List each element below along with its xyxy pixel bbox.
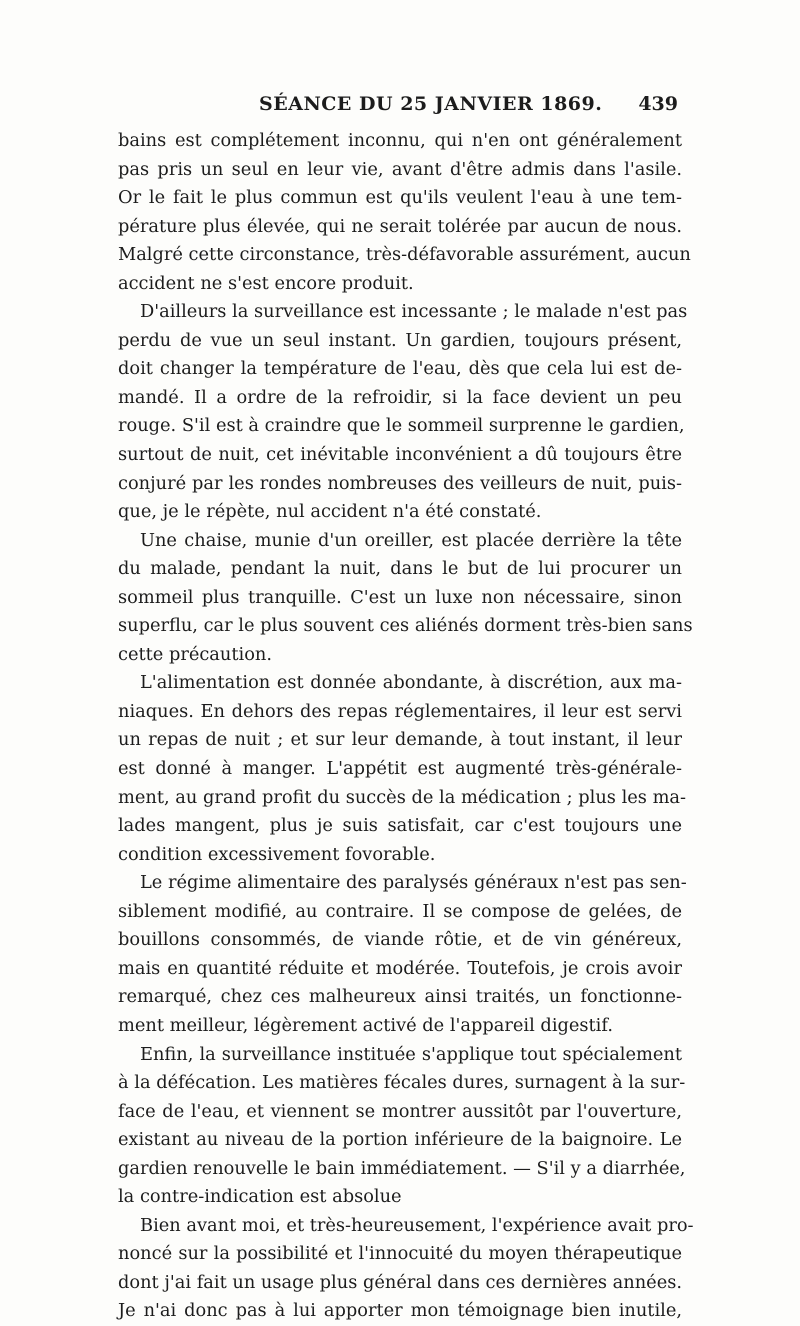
text-line: dont j'ai fait un usage plus général dans ces dernières années. (118, 1271, 682, 1293)
text-line: ment meilleur, légèrement activé de l'appareil digestif. (118, 1014, 613, 1036)
text-line: siblement modifié, au contraire. Il se compose de gelées, de (118, 900, 682, 922)
text-line: existant au niveau de la portion inférieure de la baignoire. Le (118, 1129, 682, 1151)
page-number: 439 (638, 93, 678, 115)
text-line: Enfin, la surveillance instituée s'applique tout spécialement (140, 1043, 682, 1065)
text-line: rouge. S'il est à craindre que le sommeil surprenne le gardien, (118, 415, 685, 437)
text-line: accident ne s'est encore produit. (118, 272, 414, 294)
text-line: mandé. Il a ordre de la refroidir, si la face devient un peu (118, 386, 682, 408)
text-line: face de l'eau, et viennent se montrer aussitôt par l'ouverture, (118, 1100, 682, 1122)
text-line: à la défécation. Les matières fécales dures, surnagent à la sur- (118, 1072, 686, 1094)
text-line: la contre-indication est absolue (118, 1186, 402, 1208)
text-line: Le régime alimentaire des paralysés généraux n'est pas sen- (140, 872, 687, 894)
text-line: gardien renouvelle le bain immédiatement. — S'il y a diarrhée, (118, 1157, 686, 1179)
text-line: Je n'ai donc pas à lui apporter mon témoignage bien inutile, (118, 1300, 682, 1322)
text-line: bouillons consommés, de viande rôtie, et de vin généreux, (118, 929, 682, 951)
text-line: doit changer la température de l'eau, dès que cela lui est de- (118, 358, 682, 380)
text-line: lades mangent, plus je suis satisfait, car c'est toujours une (118, 815, 682, 837)
running-header (122, 93, 678, 121)
text-line: mais en quantité réduite et modérée. Toutefois, je crois avoir (118, 957, 682, 979)
text-line: cette précaution. (118, 643, 273, 665)
text-line: Malgré cette circonstance, très-défavorable assurément, aucun (118, 244, 691, 266)
body-text (118, 127, 694, 1326)
text-line: noncé sur la possibilité et l'innocuité du moyen thérapeutique (118, 1243, 682, 1265)
text-line: ment, au grand profit du succès de la médication ; plus les ma- (118, 786, 687, 808)
text-line: pas pris un seul en leur vie, avant d'être admis dans l'asile. (118, 158, 682, 180)
text-line: du malade, pendant la nuit, dans le but de lui procurer un (118, 558, 682, 580)
text-line: que, je le répète, nul accident n'a été constaté. (118, 501, 542, 523)
text-line: superflu, car le plus souvent ces aliénés dorment très-bien sans (118, 615, 693, 637)
text-line: condition excessivement fovorable. (118, 843, 436, 865)
text-line: un repas de nuit ; et sur leur demande, à tout instant, il leur (118, 729, 682, 751)
text-line: Or le fait le plus commun est qu'ils veulent l'eau à une tem- (118, 187, 682, 209)
text-line: bains est complétement inconnu, qui n'en ont généralement (118, 130, 682, 151)
text-line: est donné à manger. L'appétit est augmenté très-générale- (118, 758, 682, 780)
text-line: pérature plus élevée, qui ne serait tolérée par aucun de nous. (118, 215, 682, 237)
text-line: sommeil plus tranquille. C'est un luxe non nécessaire, sinon (118, 586, 682, 608)
text-line: Bien avant moi, et très-heureusement, l'expérience avait pro- (140, 1214, 694, 1236)
text-line: D'ailleurs la surveillance est incessante ; le malade n'est pas (140, 301, 688, 323)
text-line: Une chaise, munie d'un oreiller, est placée derrière la tête (140, 529, 682, 551)
text-line: perdu de vue un seul instant. Un gardien, toujours présent, (118, 329, 682, 351)
running-title: SÉANCE DU 25 JANVIER 1869. (259, 93, 603, 115)
text-line: remarqué, chez ces malheureux ainsi traités, un fonctionne- (118, 986, 682, 1008)
text-line: L'alimentation est donnée abondante, à discrétion, aux ma- (140, 672, 682, 694)
text-line: conjuré par les rondes nombreuses des veilleurs de nuit, puis- (118, 472, 682, 494)
text-line: surtout de nuit, cet inévitable inconvénient a dû toujours être (118, 444, 682, 466)
text-line: niaques. En dehors des repas réglementaires, il leur est servi (118, 700, 682, 722)
